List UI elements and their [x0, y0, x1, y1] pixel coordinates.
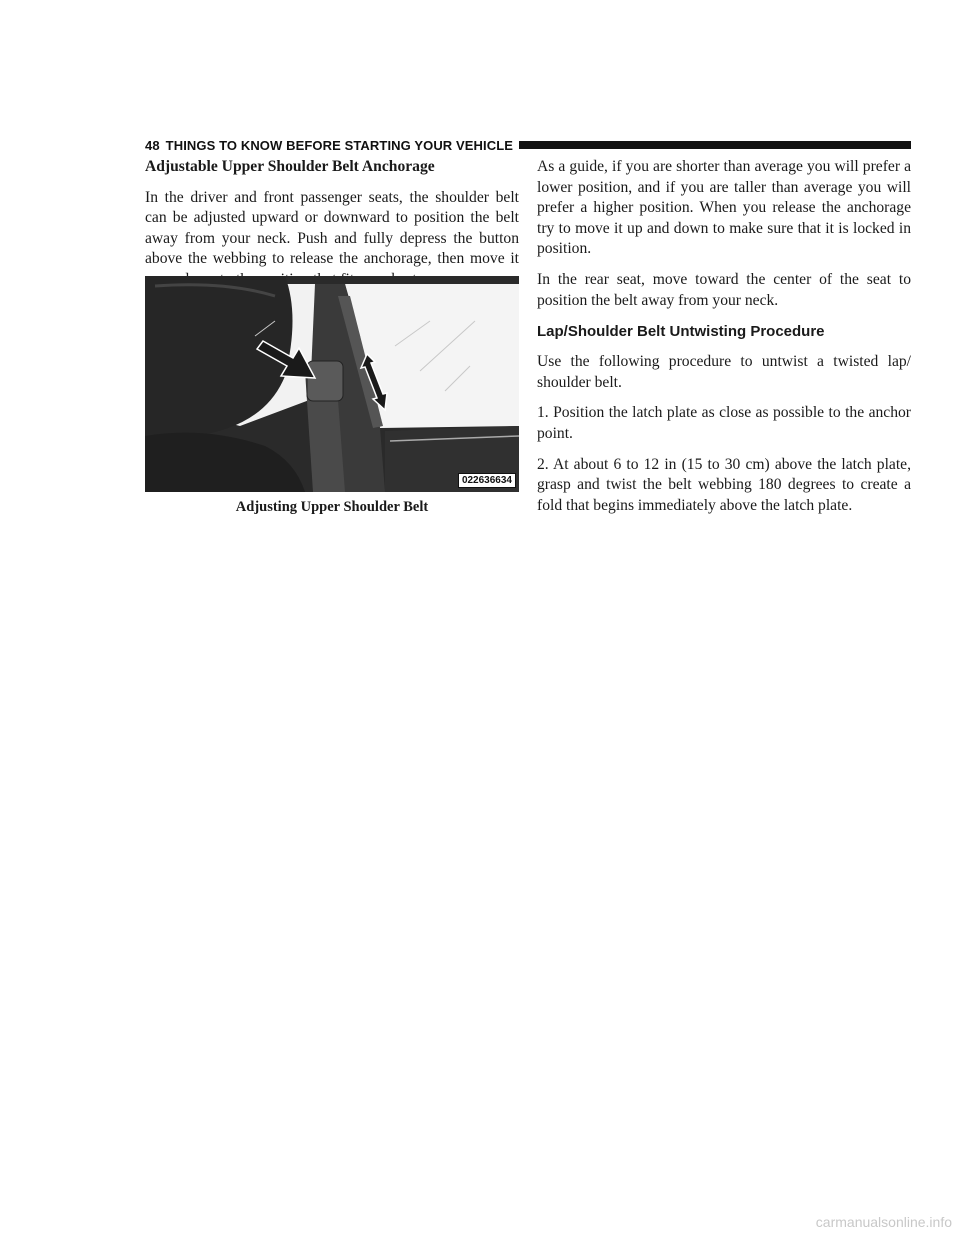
untwist-step-2: 2. At about 6 to 12 in (15 to 30 cm) above the latch plate, grasp and twist the belt webbing 180 degrees to create a fold that begins immediately above the latch plate. [537, 455, 911, 514]
right-column [537, 157, 911, 526]
watermark-text: carmanualsonline.info [815, 1214, 952, 1230]
figure-caption: Adjusting Upper Shoulder Belt [235, 499, 429, 515]
figure-code: 022636634 [458, 473, 516, 488]
section-heading-anchorage: Adjustable Upper Shoulder Belt Anchorage [145, 158, 435, 175]
section-title: THINGS TO KNOW BEFORE STARTING YOUR VEHICLE [165, 137, 514, 153]
untwist-step-1: 1. Position the latch plate as close as possible to the anchor point. [537, 404, 911, 442]
header-rule [519, 141, 911, 149]
guide-paragraph: As a guide, if you are shorter than average you will prefer a lower position, and if you are taller than average you will prefer a higher position. When you release the anchorage try to move it up and down to make sure that it is locked in position. [537, 158, 911, 258]
page-number: 48 [145, 137, 160, 153]
shoulder-belt-illustration [145, 276, 519, 492]
section-heading-untwisting: Lap/Shoulder Belt Untwisting Procedure [537, 323, 825, 341]
untwist-intro-paragraph: Use the following procedure to untwist a twisted lap/ shoulder belt. [537, 353, 911, 391]
watermark [0, 1214, 960, 1230]
page-header [145, 136, 911, 154]
anchorage-paragraph: In the driver and front passenger seats, the shoulder belt can be adjusted upward or downward to position the belt away from your neck. Push and fully depress the button above the webbing to release the anchorage, then move it [145, 188, 519, 268]
rear-seat-paragraph: In the rear seat, move toward the center of the seat to position the belt away from your neck. [537, 270, 911, 309]
